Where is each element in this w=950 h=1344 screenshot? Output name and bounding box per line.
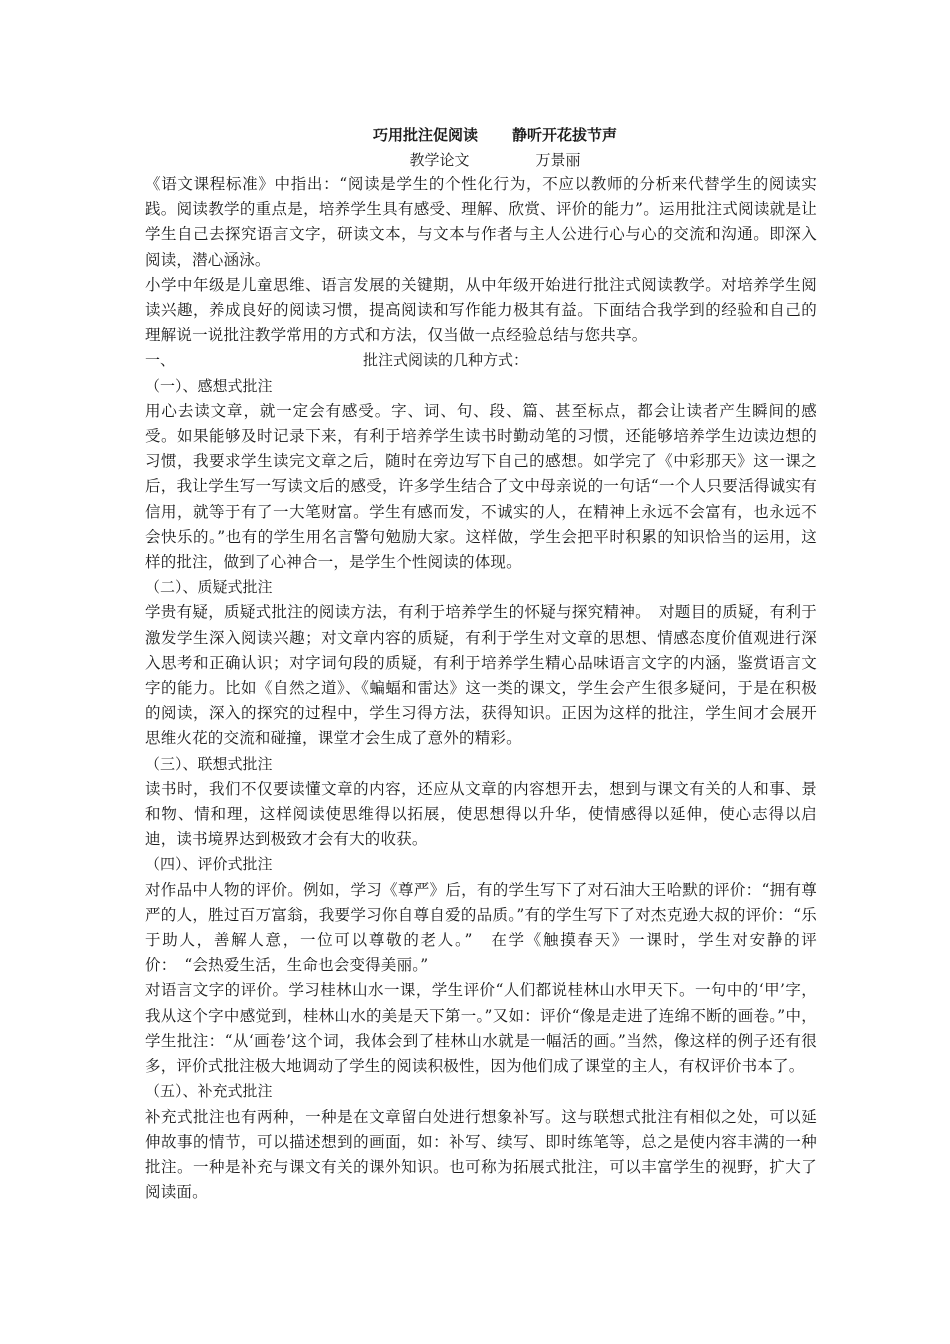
document-page bbox=[145, 122, 817, 1205]
paragraph-5: 补充式批注也有两种，一种是在文章留白处进行想象补写。这与联想式批注有相似之处，可以延伸故事的情节，可以描述想到的画面，如：补写、续写、即时练笔等，总之是使内容丰满的一种批注。一种是补充与课文有关的课外知识。也可称为拓展式批注，可以丰富学生的视野，扩大了阅读面。 bbox=[145, 1107, 817, 1202]
author-name: 万景丽 bbox=[535, 151, 581, 169]
section-title: 批注式阅读的几种方式： bbox=[363, 351, 529, 370]
paragraph-4b: 对语言文字的评价。学习桂林山水一课，学生评价“人们都说桂林山水甲天下。一句中的‘甲’字，我从这个字中感觉到，桂林山水的美是天下第一。”又如：评价“像是走进了连绵不断的画卷。”中，学生批注：“从‘画卷’这个词，我体会到了桂林山水就是一幅活的画。”当然，像这样的例子还有很多，评价式批注极大地调动了学生的阅读积极性，因为他们成了课堂的主人，有权评价书本了。 bbox=[145, 981, 817, 1076]
subheading-2: （二）、质疑式批注 bbox=[145, 578, 273, 597]
subheading-1: （一）、感想式批注 bbox=[145, 376, 273, 395]
document-title bbox=[173, 122, 817, 148]
title-part-2: 静听开花拔节声 bbox=[512, 126, 618, 144]
section-number: 一、 bbox=[145, 351, 176, 370]
paragraph-3: 读书时，我们不仅要读懂文章的内容，还应从文章的内容想开去，想到与课文有关的人和事、景和物、情和理，这样阅读使思维得以拓展，使思想得以升华，使情感得以延伸，使心志得以启迪，读书境界达到极致才会有大的收获。 bbox=[145, 779, 817, 849]
byline bbox=[173, 148, 817, 172]
paragraph-1: 用心去读文章，就一定会有感受。字、词、句、段、篇、甚至标点，都会让读者产生瞬间的感受。如果能够及时记录下来，有利于培养学生读书时勤动笔的习惯，还能够培养学生边读边想的习惯，我要求学生读完文章之后，随时在旁边写下自己的感想。如学完了《中彩那天》这一课之后，我让学生写一写读文后的感受，许多学生结合了文中母亲说的一句话“一个人只要活得诚实有信用，就等于有了一大笔财富。学生有感而发，不诚实的人，在精神上永远不会富有，也永远不会快乐的。”也有的学生用名言警句勉励大家。这样做，学生会把平时积累的知识恰当的运用，这样的批注，做到了心神合一，是学生个性阅读的体现。 bbox=[145, 401, 817, 572]
subheading-4: （四）、评价式批注 bbox=[145, 855, 273, 874]
section-heading-1 bbox=[145, 348, 817, 373]
intro-paragraph-1: 《语文课程标准》中指出：“阅读是学生的个性化行为，不应以教师的分析来代替学生的阅读实践。阅读教学的重点是，培养学生具有感受、理解、欣赏、评价的能力”。运用批注式阅读就是让学生自己去探究语言文字，研读文本，与文本与作者与主人公进行心与心的交流和沟通。即深入阅读，潜心涵泳。 bbox=[145, 175, 817, 269]
paragraph-4a: 对作品中人物的评价。例如，学习《尊严》后，有的学生写下了对石油大王哈默的评价：“拥有尊严的人，胜过百万富翁，我要学习你自尊自爱的品质。”有的学生写下了对杰克逊大叔的评价：“乐于助人，善解人意，一位可以尊敬的老人。” 在学《触摸春天》一课时，学生对安静的评价： “会热爱生活，生命也会变得美丽。” bbox=[145, 880, 817, 975]
paragraph-2: 学贵有疑，质疑式批注的阅读方法，有利于培养学生的怀疑与探究精神。 对题目的质疑，有利于激发学生深入阅读兴趣；对文章内容的质疑，有利于学生对文章的思想、情感态度价值观进行深入思考和正确认识；对字词句段的质疑，有利于培养学生精心品味语言文字的内涵，鉴赏语言文字的能力。比如《自然之道》、《蝙蝠和雷达》这一类的课文，学生会产生很多疑问，于是在积极的阅读，深入的探究的过程中，学生习得方法，获得知识。正因为这样的批注，学生间才会展开思维火花的交流和碰撞，课堂才会生成了意外的精彩。 bbox=[145, 603, 817, 748]
title-part-1: 巧用批注促阅读 bbox=[372, 126, 478, 144]
subheading-3: （三）、联想式批注 bbox=[145, 754, 273, 773]
document-type: 教学论文 bbox=[409, 151, 470, 169]
subheading-5: （五）、补充式批注 bbox=[145, 1082, 273, 1101]
intro-paragraph-2: 小学中年级是儿童思维、语言发展的关键期，从中年级开始进行批注式阅读教学。对培养学生阅读兴趣，养成良好的阅读习惯，提高阅读和写作能力极其有益。下面结合我学到的经验和自己的理解说一说批注教学常用的方式和方法，仅当做一点经验总结与您共享。 bbox=[145, 275, 817, 345]
